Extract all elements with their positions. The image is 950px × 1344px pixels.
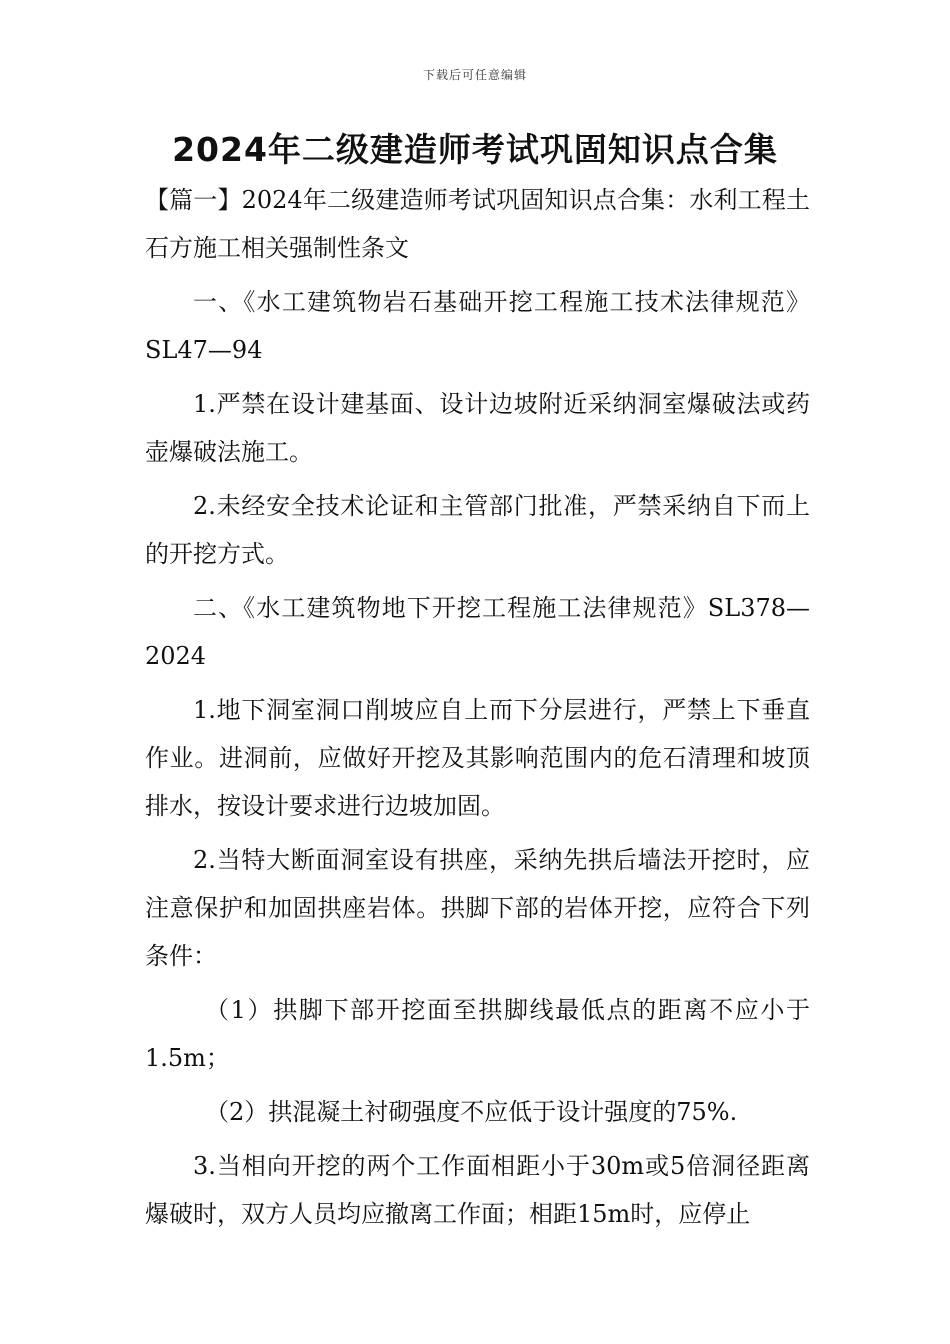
paragraph-item: 1.严禁在设计建基面、设计边坡附近采纳洞室爆破法或药壶爆破法施工。 xyxy=(145,390,810,466)
paragraph-item: 2.未经安全技术论证和主管部门批准，严禁采纳自下而上的开挖方式。 xyxy=(145,492,810,568)
section-heading-part-one: 【篇一】2024年二级建造师考试巩固知识点合集：水利工程土石方施工相关强制性条文 xyxy=(145,186,810,262)
paragraph-item: 2.当特大断面洞室设有拱座，采纳先拱后墙法开挖时，应注意保护和加固拱座岩体。拱脚下部的岩体开挖，应符合下列条件： xyxy=(145,846,810,970)
document-title: 2024年二级建造师考试巩固知识点合集 xyxy=(172,130,778,169)
sub-item: （2）拱混凝土衬砌强度不应低于设计强度的75%. xyxy=(205,1098,738,1126)
paragraph-item: 1.地下洞室洞口削坡应自上而下分层进行，严禁上下垂直作业。进洞前，应做好开挖及其影响范围内的危石清理和坡顶排水，按设计要求进行边坡加固。 xyxy=(145,696,810,820)
header-note: 下载后可任意编辑 xyxy=(422,68,527,82)
document-body xyxy=(145,176,810,1238)
section-heading-two: 二、《水工建筑物地下开挖工程施工法律规范》SL378—2024 xyxy=(145,594,810,670)
paragraph-item: 3.当相向开挖的两个工作面相距小于30m或5倍洞径距离爆破时，双方人员均应撤离工作面；相距15m时，应停止 xyxy=(145,1152,810,1228)
sub-item: （1）拱脚下部开挖面至拱脚线最低点的距离不应小于1.5m； xyxy=(145,996,810,1072)
section-heading-one: 一、《水工建筑物岩石基础开挖工程施工技术法律规范》SL47—94 xyxy=(145,288,810,364)
